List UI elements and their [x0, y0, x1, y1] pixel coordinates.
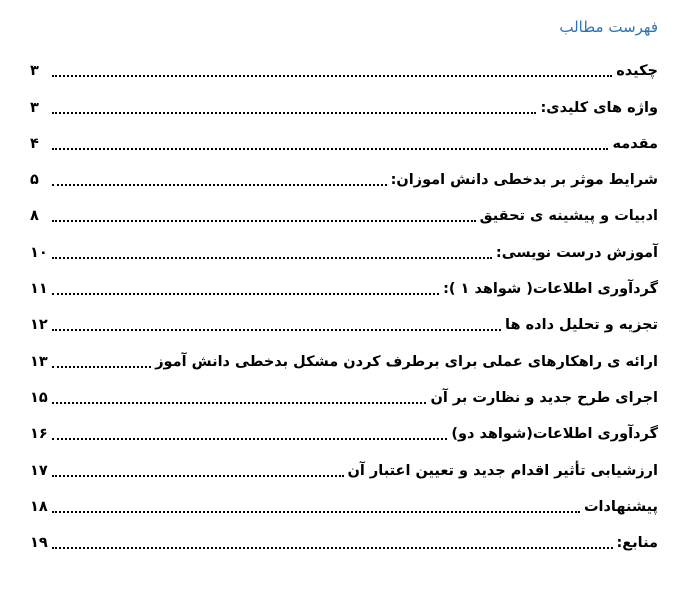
toc-entry-page: ۱۸: [30, 498, 48, 515]
toc-entry-label: آموزش درست نویسی:: [495, 244, 658, 261]
toc-entry[interactable]: [30, 263, 658, 299]
toc-entry[interactable]: [30, 335, 658, 371]
toc-entry-label: اجرای طرح جدید و نظارت بر آن: [430, 389, 658, 406]
dot-leader: [52, 256, 492, 259]
toc-entry[interactable]: [30, 118, 658, 154]
dot-leader: [52, 292, 439, 295]
toc-entry-label: ارائه ی راهکارهای عملی برای برطرف کردن مشکل بدخطی دانش آموز: [155, 353, 658, 370]
toc-entry-page: ۱۲: [30, 317, 48, 334]
dot-leader: [52, 546, 613, 549]
toc-entry[interactable]: [30, 481, 658, 517]
dot-leader: [52, 111, 536, 114]
toc-entry-label: گردآوری اطلاعات( شواهد ۱ ):: [443, 281, 658, 298]
toc-entry-page: ۱۹: [30, 535, 48, 552]
toc-entry-page: ۱۳: [30, 353, 48, 370]
toc-entry[interactable]: [30, 299, 658, 335]
toc-entry-page: ۵: [30, 172, 39, 189]
toc-entry-label: ارزشیابی تأثیر اقدام جدید و تعیین اعتبار آن: [347, 462, 658, 479]
toc-entry[interactable]: [30, 408, 658, 444]
toc-entry-label: واژه های کلیدی:: [540, 99, 658, 116]
toc-title: فهرست مطالب: [559, 18, 658, 36]
toc-entry[interactable]: [30, 226, 658, 262]
toc-entry-page: ۱۰: [30, 244, 48, 261]
dot-leader: [52, 474, 344, 477]
toc-entry-label: مقدمه: [612, 135, 658, 152]
dot-leader: [52, 401, 426, 404]
dot-leader: [52, 510, 580, 513]
toc-entry-label: شرایط موثر بر بدخطی دانش اموزان:: [390, 172, 658, 189]
toc-entry-page: ۱۱: [30, 281, 48, 298]
toc-entry[interactable]: [30, 190, 658, 226]
dot-leader: [52, 328, 501, 331]
dot-leader: [52, 147, 608, 150]
toc-entry[interactable]: [30, 517, 658, 553]
toc-entry[interactable]: [30, 372, 658, 408]
toc-entry-label: ادبیات و پیشینه ی تحقیق: [479, 208, 658, 225]
toc-entry-page: ۴: [30, 135, 39, 152]
toc-entry-label: گردآوری اطلاعات(شواهد دو): [451, 426, 658, 443]
toc-entry-page: ۱۷: [30, 462, 48, 479]
dot-leader: [52, 74, 612, 77]
toc-entry[interactable]: [30, 154, 658, 190]
toc-entry-page: ۸: [30, 208, 39, 225]
toc-entry-label: منابع:: [616, 535, 658, 552]
toc-entry-page: ۳: [30, 99, 39, 116]
toc-entry[interactable]: [30, 81, 658, 117]
toc-entry-page: ۱۵: [30, 389, 48, 406]
dot-leader: [52, 183, 387, 186]
toc-entry-label: تجزیه و تحلیل داده ها: [505, 317, 658, 334]
toc-entry[interactable]: [30, 444, 658, 480]
dot-leader: [52, 365, 151, 368]
dot-leader: [52, 437, 447, 440]
toc-entry-page: ۳: [30, 63, 39, 80]
toc-list: [30, 45, 658, 553]
toc-entry[interactable]: [30, 45, 658, 81]
toc-entry-label: پیشنهادات: [583, 498, 658, 515]
dot-leader: [52, 219, 476, 222]
toc-entry-label: چکیده: [616, 63, 658, 80]
toc-entry-page: ۱۶: [30, 426, 48, 443]
table-of-contents: [30, 14, 658, 553]
